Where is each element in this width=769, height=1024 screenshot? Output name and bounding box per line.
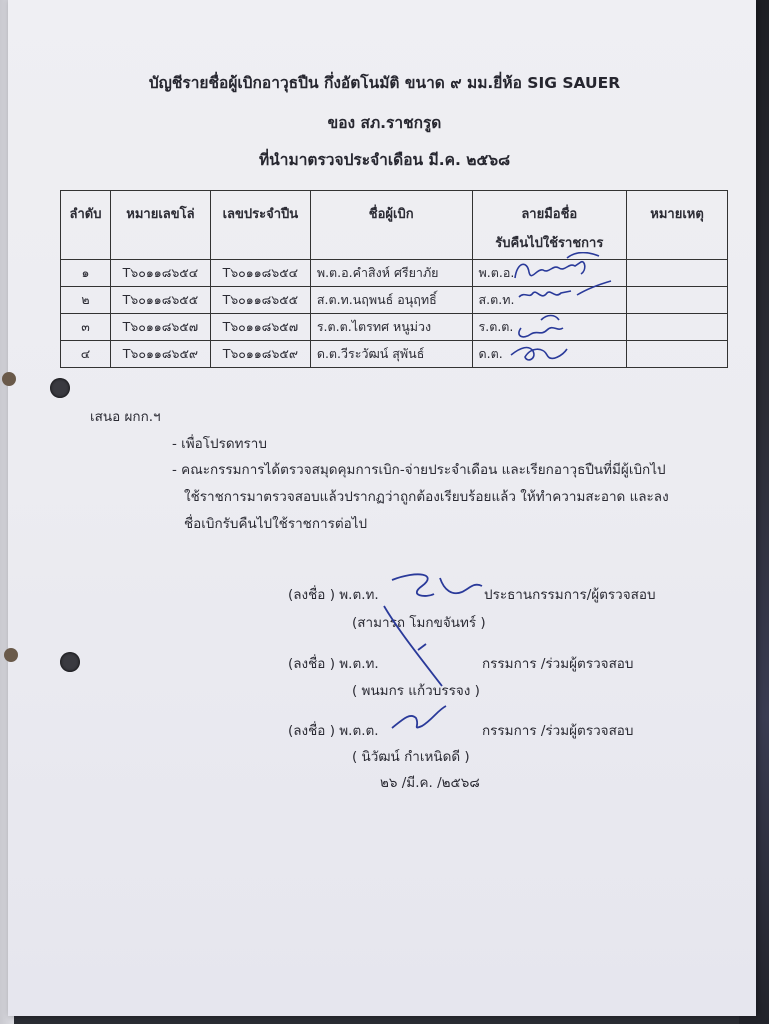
cell-rank: ส.ต.ท.: [478, 292, 515, 307]
cell-no: ๒: [61, 287, 111, 314]
sign-name-chair: (สามารถ โมกขจันทร์ ): [352, 615, 486, 631]
cell-shield: T๖๐๑๑๘๖๕๙: [110, 341, 210, 368]
col-header-remark: หมายเหตุ: [627, 191, 728, 260]
col-header-no: ลำดับ: [61, 191, 111, 260]
cell-rank: ร.ต.ต.: [478, 319, 514, 334]
cell-gun: T๖๐๑๑๘๖๕๙: [210, 341, 310, 368]
cell-no: ๓: [61, 314, 111, 341]
doc-subtitle-station: ของ สภ.ราชกรูด: [327, 114, 442, 132]
sign-role-member1: กรรมการ /ร่วมผู้ตรวจสอบ: [482, 656, 634, 672]
cell-name: พ.ต.อ.คำสิงห์ ศรียาภัย: [310, 260, 472, 287]
propose-line: เสนอ ผกก.ฯ: [90, 409, 161, 425]
cell-gun: T๖๐๑๑๘๖๕๗: [210, 314, 310, 341]
col-header-signature-line2: รับคืนไปใช้ราชการ: [495, 236, 604, 251]
document-date: ๒๖ /มี.ค. /๒๕๖๘: [380, 775, 480, 791]
register-table: [60, 190, 728, 368]
cell-rank: ด.ต.: [478, 346, 503, 361]
cell-remark: [627, 341, 728, 368]
punch-hole-bottom: [60, 652, 80, 672]
note-bullet-2-end: ชื่อเบิกรับคืนไปใช้ราชการต่อไป: [184, 516, 368, 532]
handwritten-signature-member2: [386, 702, 456, 736]
note-bullet-2-cont: ใช้ราชการมาตรวจสอบแล้วปรากฏว่าถูกต้องเรียบร้อยแล้ว ให้ทำความสะอาด และลง: [184, 489, 669, 505]
cell-no: ๑: [61, 260, 111, 287]
sign-name-member2: ( นิวัฒน์ กำเหนิดดี ): [352, 749, 470, 765]
col-header-signature-line1: ลายมือชื่อ: [521, 207, 578, 222]
cell-name: ร.ต.ต.ไตรทศ หนูม่วง: [310, 314, 472, 341]
cell-signature: [472, 341, 627, 368]
cell-name: ด.ต.วีระวัฒน์ สุพันธ์: [310, 341, 472, 368]
sign-prefix-chair: (ลงชื่อ ) พ.ต.ท.: [288, 587, 379, 603]
doc-subtitle-month: ที่นำมาตรวจประจำเดือน มี.ค. ๒๕๖๘: [258, 151, 511, 169]
sign-prefix-member2: (ลงชื่อ ) พ.ต.ต.: [288, 723, 379, 739]
doc-title: บัญชีรายชื่อผู้เบิกอาวุธปืน กึ่งอัตโนมัติ ขนาด ๙ มม.ยี่ห้อ SIG SAUER: [148, 74, 621, 92]
cell-rank: พ.ต.อ.: [478, 265, 515, 280]
sign-prefix-member1: (ลงชื่อ ) พ.ต.ท.: [288, 656, 379, 672]
cell-no: ๔: [61, 341, 111, 368]
cell-remark: [627, 314, 728, 341]
sign-role-member2: กรรมการ /ร่วมผู้ตรวจสอบ: [482, 723, 634, 739]
sign-name-member1: ( พนมกร แก้วบรรจง ): [352, 683, 480, 699]
cell-gun: T๖๐๑๑๘๖๕๕: [210, 287, 310, 314]
binder-clip-bottom: [4, 648, 18, 662]
col-header-shield: หมายเลขโล่: [110, 191, 210, 260]
sign-role-chair: ประธานกรรมการ/ผู้ตรวจสอบ: [484, 587, 656, 603]
table-row: [61, 314, 728, 341]
col-header-gun: เลขประจำปืน: [210, 191, 310, 260]
handwritten-signature: [507, 333, 617, 369]
note-bullet-2: - คณะกรรมการได้ตรวจสมุดคุมการเบิก-จ่ายประจำเดือน และเรียกอาวุธปืนที่มีผู้เบิกไป: [172, 462, 666, 478]
punch-hole-top: [50, 378, 70, 398]
cell-remark: [627, 287, 728, 314]
col-header-name: ชื่อผู้เบิก: [310, 191, 472, 260]
cell-shield: T๖๐๑๑๘๖๕๔: [110, 260, 210, 287]
table-row: [61, 287, 728, 314]
table-row: [61, 341, 728, 368]
table-header-row: [61, 191, 728, 260]
cell-shield: T๖๐๑๑๘๖๕๕: [110, 287, 210, 314]
note-bullet-1: - เพื่อโปรดทราบ: [172, 436, 267, 452]
cell-remark: [627, 260, 728, 287]
binder-clip-top: [2, 372, 16, 386]
cell-shield: T๖๐๑๑๘๖๕๗: [110, 314, 210, 341]
cell-name: ส.ต.ท.นฤพนธ์ อนุฤทธิ์: [310, 287, 472, 314]
cell-gun: T๖๐๑๑๘๖๕๔: [210, 260, 310, 287]
table-row: [61, 260, 728, 287]
col-header-signature: [472, 191, 627, 260]
